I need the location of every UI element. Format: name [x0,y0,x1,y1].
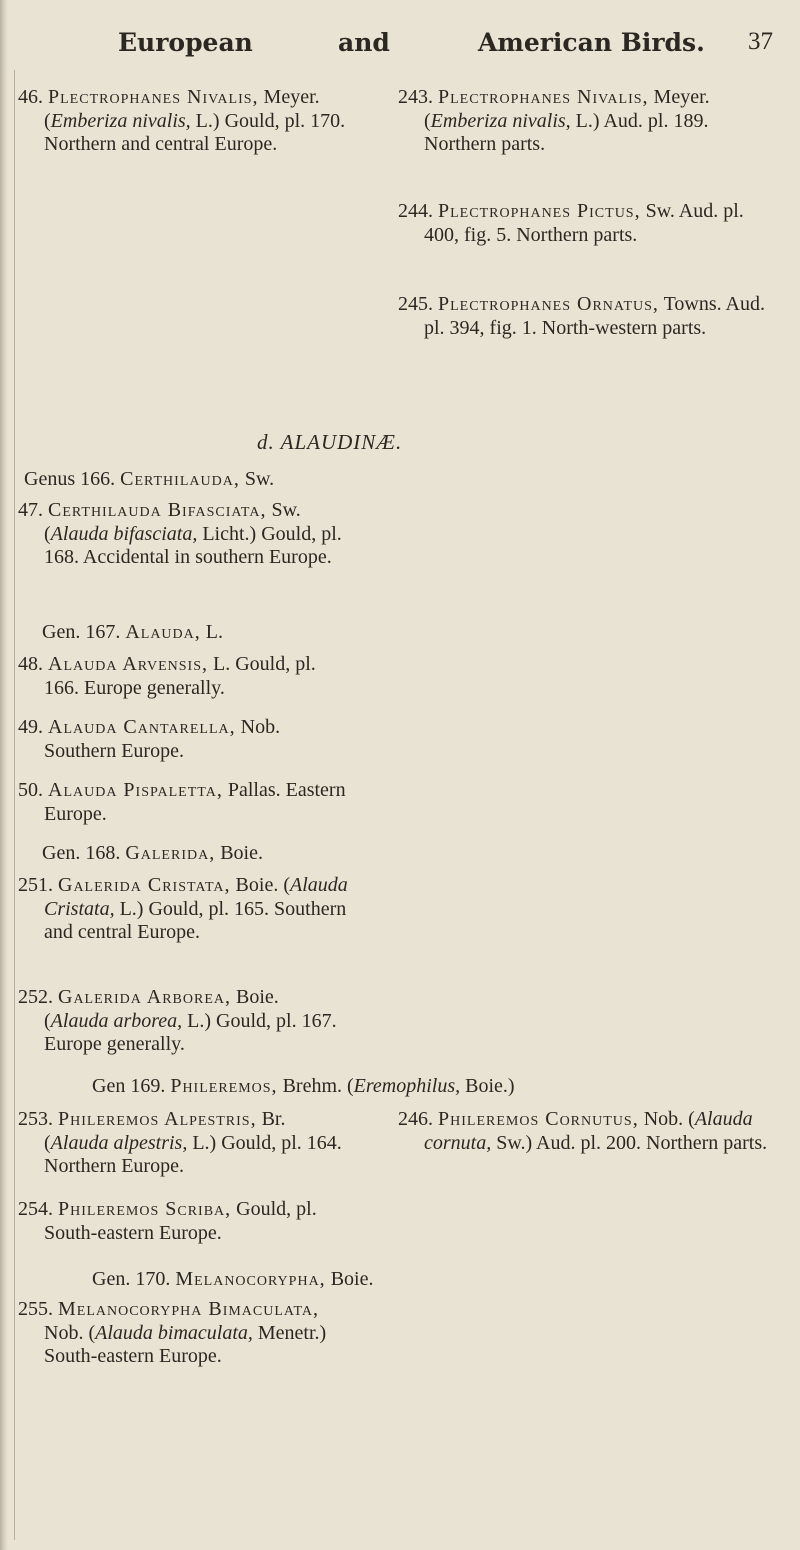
entry-46 [18,86,348,157]
page-edge [0,0,8,1550]
page-number: 37 [748,28,773,55]
synonym: Alauda alpestris, [50,1131,188,1154]
synonym: Alauda Cristata, [44,874,348,920]
species-name: Plectrophanes Ornatus, [438,293,659,315]
species-name: Galerida Arborea, [58,986,232,1008]
entry-number: 46. [18,86,43,108]
entry-number: 246. [398,1108,433,1130]
genus-169 [92,1075,515,1098]
synonym: Emberiza nivalis, [430,109,571,132]
header-left: European [118,28,253,57]
author: Meyer. ( [424,86,710,132]
authority: Brehm. ( [277,1075,354,1097]
authority: Boie. [325,1268,374,1290]
entry-number: 253. [18,1108,53,1130]
entry-number: 251. [18,874,53,896]
reference: Gould, pl. South-eastern Europe. [44,1198,317,1244]
synonym: Alauda bifasciata, [50,522,198,545]
species-name: Alauda Arvensis, [48,653,208,675]
genus-170 [92,1268,373,1291]
authority: Boie. [215,842,263,864]
synonym: Alauda arborea, [50,1009,183,1032]
author: Boie. ( [230,874,290,896]
species-name: Plectrophanes Nivalis, [438,86,649,108]
reference: Towns. Aud. pl. 394, fig. 1. North-western parts. [424,293,765,339]
reference: Gould, pl. 170. Northern and central Europe. [44,109,346,155]
species-name: Alauda Pispaletta, [48,779,223,801]
entry-number: 50. [18,779,43,801]
author: Nob. ( [638,1108,695,1130]
reference: Menetr.) South-eastern Europe. [44,1321,327,1367]
reference: Licht.) Gould, pl. 168. Accidental in southern Europe. [44,522,342,568]
reference: Nob. Southern Europe. [44,716,281,762]
entry-number: 244. [398,200,433,222]
genus-number: Genus 166. [24,468,121,490]
authority: L. [200,621,223,643]
running-header [0,28,800,68]
header-middle: and [338,28,390,57]
entry-254 [18,1198,348,1245]
species-name: Melanocorypha Bimaculata, [58,1298,320,1320]
authority: Boie.) [460,1075,515,1097]
entry-249 [18,716,348,763]
binding-line [14,70,15,1540]
entry-244 [398,200,778,247]
entry-247 [18,499,348,570]
entry-number: 255. [18,1298,53,1320]
genus-166 [24,468,274,491]
reference: L.) Gould, pl. 165. Southern and central Europe. [44,897,347,943]
reference: Sw. Aud. pl. 400, fig. 5. Northern parts. [424,200,744,246]
genus-name: Melanocorypha, [175,1268,326,1290]
species-name: Phileremos Alpestris, [58,1108,257,1130]
entry-245 [398,293,778,340]
entry-252 [18,986,348,1057]
species-name: Certhilauda Bifasciata, [48,499,267,521]
species-name: Plectrophanes Pictus, [438,200,641,222]
entry-number: 47. [18,499,43,521]
genus-number: Gen. 167. [42,621,126,643]
reference: Pallas. Eastern Europe. [44,779,346,825]
entry-253 [18,1108,348,1179]
synonym: Alauda bimaculata, [95,1321,253,1344]
genus-167 [42,621,223,644]
genus-168 [42,842,263,865]
author: Nob. ( [44,1321,96,1344]
reference: Aud. pl. 189. Northern parts. [424,109,709,155]
synonym: Alauda cornuta, [424,1108,753,1154]
author: Boie. ( [44,986,279,1032]
genus-number: Gen. 168. [42,842,126,864]
entry-number: 48. [18,653,43,675]
entry-number: 254. [18,1198,53,1220]
species-name: Alauda Cantarella, [48,716,236,738]
reference: L. Gould, pl. 166. Europe generally. [44,653,316,699]
entry-number: 252. [18,986,53,1008]
entry-number: 49. [18,716,43,738]
genus-name: Certhilauda, [120,468,240,490]
species-name: Plectrophanes Nivalis, [48,86,259,108]
author: Sw. ( [44,499,301,545]
section-title: d. ALAUDINÆ. [257,430,403,454]
genus-name: Alauda, [125,621,201,643]
author: Meyer. ( [44,86,320,132]
header-right: American Birds. [478,28,705,57]
entry-number: 245. [398,293,433,315]
entry-number: 243. [398,86,433,108]
species-name: Galerida Cristata, [58,874,231,896]
reference: Sw.) Aud. pl. 200. Northern parts. [491,1131,768,1154]
entry-251 [18,874,348,945]
entry-248 [18,653,348,700]
authority: Sw. [239,468,275,490]
authority: L.) [570,109,600,132]
authority: L.) [190,109,220,132]
reference: L.) Gould, pl. 164. Northern Europe. [44,1131,342,1177]
entry-250 [18,779,348,826]
species-name: Phileremos Cornutus, [438,1108,639,1130]
reference: L.) Gould, pl. 167. Europe generally. [44,1009,337,1055]
entry-246 [398,1108,778,1155]
genus-name: Phileremos, [170,1075,278,1097]
genus-number: Gen. 170. [92,1268,176,1290]
entry-243 [398,86,778,157]
synonym: Emberiza nivalis, [50,109,191,132]
author: Br. ( [44,1108,286,1154]
genus-number: Gen 169. [92,1075,171,1097]
species-name: Phileremos Scriba, [58,1198,232,1220]
genus-name: Galerida, [125,842,216,864]
synonym: Eremophilus, [353,1075,461,1097]
entry-255 [18,1298,338,1369]
